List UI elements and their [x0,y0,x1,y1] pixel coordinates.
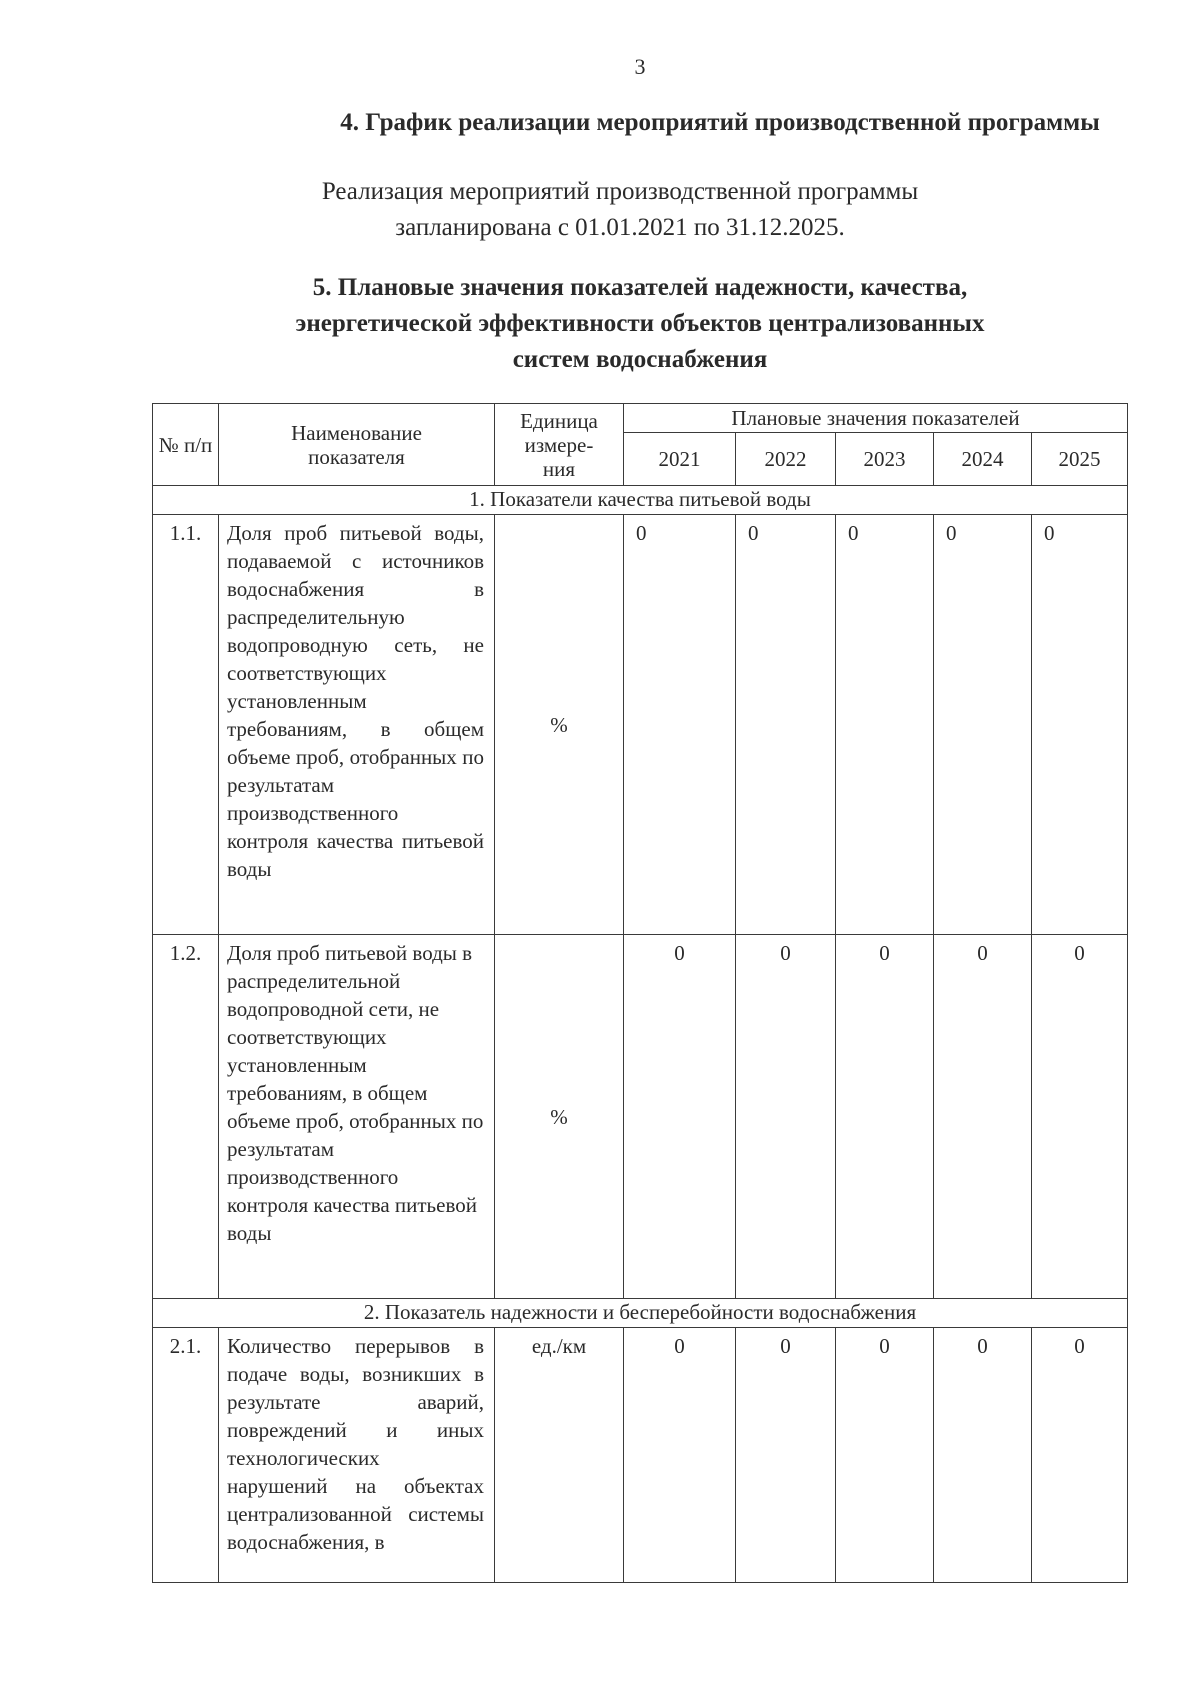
section-5-title-line-2: энергетической эффективности объектов централизованных [295,310,985,337]
row-value: 0 [1032,515,1128,935]
row-unit: % [495,935,624,1299]
row-unit: ед./км [495,1328,624,1583]
row-unit: % [495,515,624,935]
row-value: 0 [934,1328,1032,1583]
row-num: 1.1. [153,515,219,935]
section-4-text-line-1: Реализация мероприятий производственной программы [321,178,919,205]
header-year: 2025 [1032,433,1128,486]
table-row [153,935,1128,1299]
header-name: Наименование показателя [219,404,495,486]
row-value: 0 [836,515,934,935]
table-header-row [153,404,1128,433]
row-num: 1.2. [153,935,219,1299]
header-year: 2022 [736,433,836,486]
header-unit: Единица измере-ния [495,404,624,486]
section-5-title-line-1: 5. Плановые значения показателей надежности, качества, [312,274,968,301]
row-value: 0 [1032,1328,1128,1583]
row-value: 0 [736,1328,836,1583]
group-title: 1. Показатели качества питьевой воды [153,486,1128,515]
row-value: 0 [934,515,1032,935]
table-row [153,515,1128,935]
row-name: Доля проб питьевой воды, подаваемой с источников водоснабжения в распределительную водопроводную сеть, не соответствующих установленным требованиям, в общем объеме проб, отобранных по результатам производственного контроля качества питьевой воды [219,515,495,935]
section-5-title-line-3: систем водоснабжения [512,346,768,373]
group-title: 2. Показатель надежности и бесперебойности водоснабжения [153,1299,1128,1328]
section-4-text [0,174,1200,246]
row-value: 0 [624,1328,736,1583]
group-row [153,1299,1128,1328]
section-4-title: 4. График реализации мероприятий производственной программы [340,109,1100,136]
row-value: 0 [836,1328,934,1583]
row-value: 0 [736,935,836,1299]
indicators-table [152,403,1128,1583]
row-value: 0 [736,515,836,935]
section-4-text-line-2: запланирована с 01.01.2021 по 31.12.2025. [395,214,845,241]
header-num: № п/п [153,404,219,486]
row-num: 2.1. [153,1328,219,1583]
row-value: 0 [624,515,736,935]
header-planned-values: Плановые значения показателей [624,404,1128,433]
row-value: 0 [624,935,736,1299]
row-value: 0 [1032,935,1128,1299]
page-number: 3 [634,54,646,79]
header-year: 2023 [836,433,934,486]
row-value: 0 [934,935,1032,1299]
header-year: 2024 [934,433,1032,486]
header-year: 2021 [624,433,736,486]
row-name: Доля проб питьевой воды в распределительной водопроводной сети, не соответствующих установленным требованиям, в общем объеме проб, отобранных по результатам производственного контроля качества питьевой воды [219,935,495,1299]
row-value: 0 [836,935,934,1299]
group-row [153,486,1128,515]
section-5-title [0,270,1200,378]
row-name: Количество перерывов в подаче воды, возникших в результате аварий, повреждений и иных технологических нарушений на объектах централизованной системы водоснабжения, в [219,1328,495,1583]
table-row [153,1328,1128,1583]
